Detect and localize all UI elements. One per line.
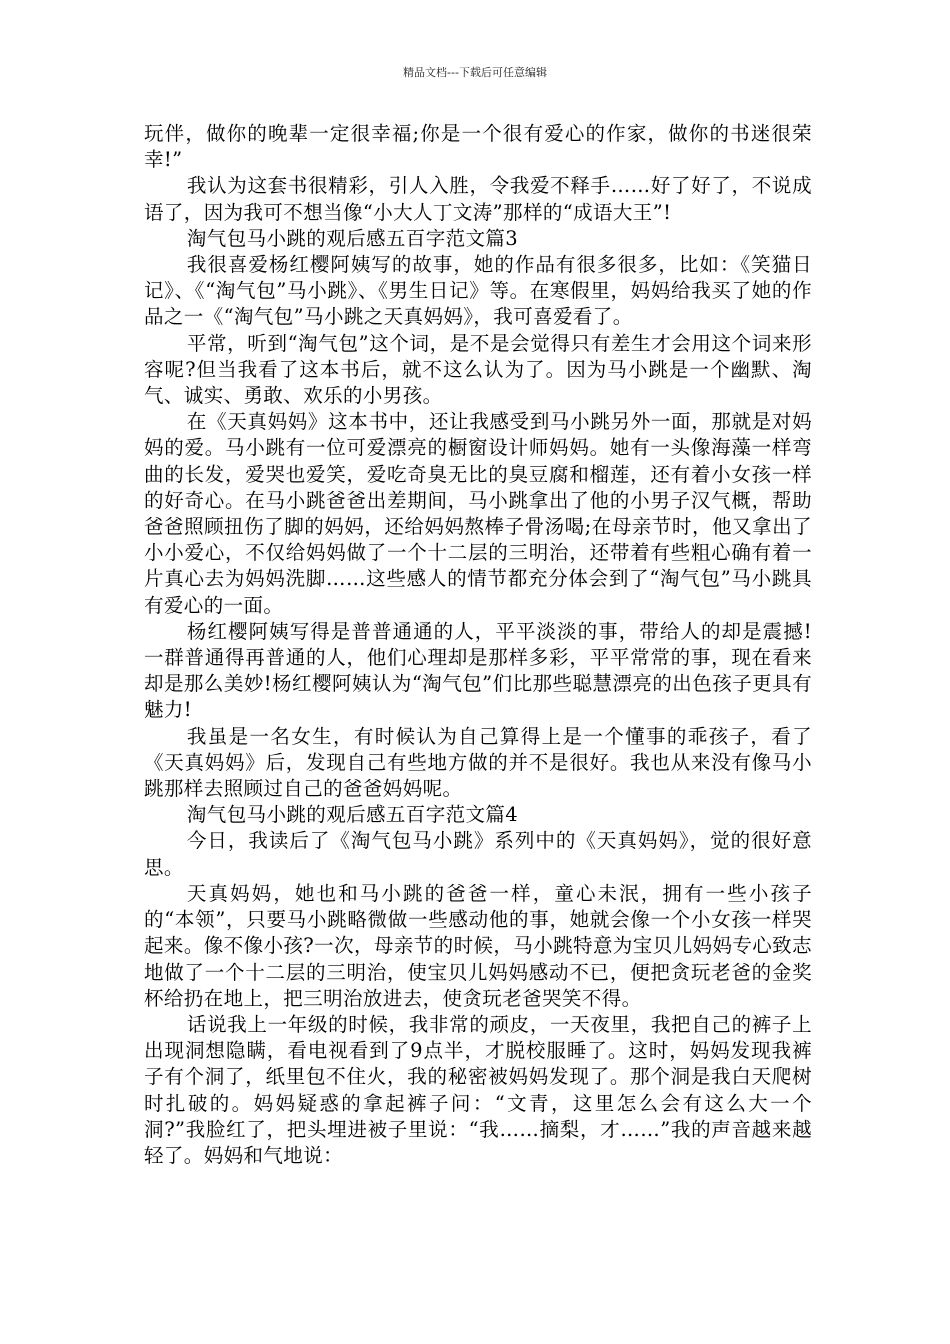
paragraph: 玩伴，做你的晚辈一定很幸福;你是一个很有爱心的作家，做你的书迷很荣幸!” — [144, 122, 812, 172]
paragraph: 今日，我读后了《淘气包马小跳》系列中的《天真妈妈》，觉的很好意思。 — [144, 829, 812, 879]
section-heading: 淘气包马小跳的观后感五百字范文篇3 — [186, 226, 519, 250]
page-header: 精品文档---下载后可任意编辑 — [403, 66, 547, 79]
section-heading: 淘气包马小跳的观后感五百字范文篇4 — [186, 803, 519, 827]
paragraph: 话说我上一年级的时候，我非常的顽皮，一天夜里，我把自己的裤子上出现洞想隐瞒，看电视看到了9点半，才脱校服睡了。这时，妈妈发现我裤子有个洞了，纸里包不住火，我的秘密被妈妈发现了。那个洞是我白天爬树时扎破的。妈妈疑惑的拿起裤子问：“文青，这里怎么会有这么大一个洞?”我脸红了，把头埋进被子里说：“我……摘梨，才……”我的声音越来越轻了。妈妈和气地说： — [144, 1012, 812, 1167]
paragraph: 我认为这套书很精彩，引人入胜，令我爱不释手……好了好了，不说成语了，因为我可不想当像“小大人丁文涛”那样的“成语大王”! — [144, 174, 812, 224]
paragraph: 我虽是一名女生，有时候认为自己算得上是一个懂事的乖孩子，看了《天真妈妈》后，发现自己有些地方做的并不是很好。我也从来没有像马小跳那样去照顾过自己的爸爸妈妈呢。 — [144, 724, 812, 801]
paragraph: 平常，听到“淘气包”这个词，是不是会觉得只有差生才会用这个词来形容呢?但当我看了这本书后，就不这么认为了。因为马小跳是一个幽默、淘气、诚实、勇敢、欢乐的小男孩。 — [144, 331, 812, 408]
paragraph: 杨红樱阿姨写得是普普通通的人，平平淡淡的事，带给人的却是震撼!一群普通得再普通的人，他们心理却是那样多彩，平平常常的事，现在看来却是那么美妙!杨红樱阿姨认为“淘气包”们比那些聪慧漂亮的出色孩子更具有魅力! — [144, 619, 812, 722]
paragraph: 我很喜爱杨红樱阿姨写的故事，她的作品有很多很多，比如：《笑猫日记》、《“淘气包”马小跳》、《男生日记》等。在寒假里，妈妈给我买了她的作品之一《“淘气包”马小跳之天真妈妈》，我可喜爱看了。 — [144, 253, 812, 329]
paragraph: 天真妈妈，她也和马小跳的爸爸一样，童心未泯，拥有一些小孩子的“本领”，只要马小跳略微做一些感动他的事，她就会像一个小女孩一样哭起来。像不像小孩?一次，母亲节的时候，马小跳特意为宝贝儿妈妈专心致志地做了一个十二层的三明治，使宝贝儿妈妈感动不已，便把贪玩老爸的金奖杯给扔在地上，把三明治放进去，使贪玩老爸哭笑不得。 — [144, 881, 812, 1010]
document-body — [144, 121, 812, 1169]
paragraph: 在《天真妈妈》这本书中，还让我感受到马小跳另外一面，那就是对妈妈的爱。马小跳有一位可爱漂亮的橱窗设计师妈妈。她有一头像海藻一样弯曲的长发，爱哭也爱笑，爱吃奇臭无比的臭豆腐和榴莲，还有着小女孩一样的好奇心。在马小跳爸爸出差期间，马小跳拿出了他的小男子汉气概，帮助爸爸照顾扭伤了脚的妈妈，还给妈妈熬棒子骨汤喝;在母亲节时，他又拿出了小小爱心，不仅给妈妈做了一个十二层的三明治，还带着有些粗心确有着一片真心去为妈妈洗脚……这些感人的情节都充分体会到了“淘气包”马小跳具有爱心的一面。 — [144, 410, 812, 617]
